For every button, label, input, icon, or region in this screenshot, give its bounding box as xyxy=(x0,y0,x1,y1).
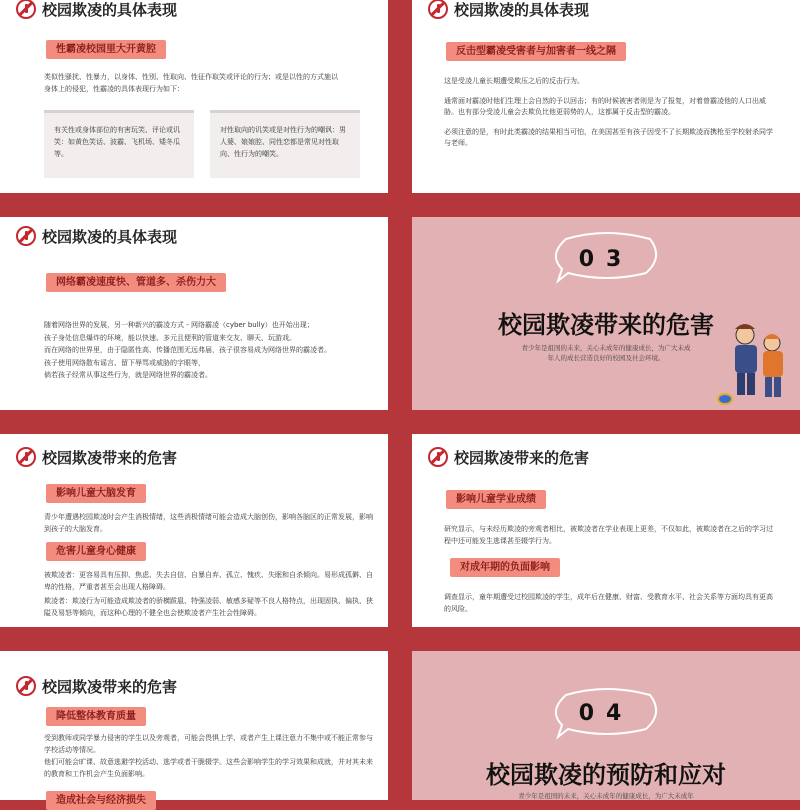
no-bullying-icon xyxy=(16,447,36,467)
example-box-right xyxy=(210,110,360,178)
text-line: 倘若孩子经常从事这些行为，就是网络世界的霸凌者。 xyxy=(44,371,212,379)
slide-header xyxy=(16,225,177,247)
no-bullying-icon xyxy=(428,447,448,467)
section-title: 校园欺凌带来的危害 xyxy=(498,311,714,339)
section-tag: 降低整体教育质量 xyxy=(46,707,146,726)
box-text: 有关性或身体部位的有害玩笑、评论或讥笑：如黄色笑话、波霸、飞机场、矮冬瓜等。 xyxy=(54,126,180,158)
section-title: 校园欺凌的预防和应对 xyxy=(486,761,726,789)
slide-1 xyxy=(0,0,388,193)
text-line: 孩子使用网络散布谣言、留下辱骂或威胁的字眼等， xyxy=(44,358,205,367)
section-tag: 反击型霸凌受害者与加害者一线之隔 xyxy=(446,42,626,61)
slide-header xyxy=(428,0,589,20)
slide-title: 校园欺凌的具体表现 xyxy=(42,227,178,246)
example-box-left xyxy=(44,110,194,178)
paragraph-lines xyxy=(44,319,364,382)
section-tag: 造成社会与经济损失 xyxy=(46,791,156,810)
section-tag: 对成年期的负面影响 xyxy=(450,558,560,577)
paragraph: 欺凌者：欺凌行为可能造成欺凌者的骄横跋扈、特强凌弱、敏感多疑等不良人格特点，出现固执、偏执、狭隘及易怒等倾向，而这种心理的不健全也会使欺凌者产生社会性障碍。 xyxy=(44,597,373,617)
section-tag: 影响儿童大脑发育 xyxy=(46,484,146,503)
slide-7 xyxy=(0,651,388,806)
paragraph: 被欺凌者：更容易具有压抑、焦虑、失去自信、自暴自弃、孤立、愧疚、失眠和自杀倾向。易形成孤僻、自卑的性格，严重者甚至会出现人格障碍。 xyxy=(44,571,373,591)
paragraph: 他们可能会旷课、故意逃避学校活动、逃学或者干脆辍学。这些会影响学生的学习效果和成就，并对其未来的教育和工作机会产生负面影响。 xyxy=(44,758,373,778)
no-bullying-icon xyxy=(16,0,36,19)
slide-title: 校园欺凌带来的危害 xyxy=(42,677,178,696)
paragraph: 受到教师或同学暴力侵害的学生以及旁观者，可能会畏惧上学、或者产生上课注意力不集中或不能正常参与学校活动等情况。 xyxy=(44,734,373,754)
paragraph: 必须注意的是，有时此类霸凌的结果相当可怕，在美国甚至有孩子因受不了长期欺凌而携枪至学校射杀同学与老师。 xyxy=(444,127,773,147)
paragraph: 青少年遭遇校园欺凌时会产生消极情绪，这些消极情绪可能会造成大脑创伤，影响各脑区的正常发展，影响到孩子的大脑发育。 xyxy=(44,513,373,533)
text-line: 随着网络世界的发展，另一种新兴的霸凌方式 - 网络霸凌（cyber bully）也开始出现； xyxy=(44,321,314,329)
section-subtitle: 青少年是祖国的未来，关心未成年的健康成长，为广大未成年 xyxy=(518,792,694,800)
text-line: 而在网络的世界里，由于隐匿性高、传播范围无远弗届，孩子很容易成为网络世界的霸凌者。 xyxy=(44,346,331,354)
slide-3 xyxy=(0,217,388,410)
slide-title: 校园欺凌的具体表现 xyxy=(42,0,178,19)
slide-title: 校园欺凌带来的危害 xyxy=(42,448,178,467)
slide-6 xyxy=(412,434,800,627)
slide-header xyxy=(16,446,177,468)
slide-header xyxy=(428,446,589,468)
slide-title: 校园欺凌带来的危害 xyxy=(454,448,590,467)
slide-2 xyxy=(412,0,800,193)
paragraph: 这是受凌儿童长期遭受欺压之后的反击行为。 xyxy=(444,77,584,85)
slide-header xyxy=(16,0,177,20)
section-tag: 性霸凌校园里大开黄腔 xyxy=(46,40,166,59)
paragraph: 通常面对霸凌时他们生理上会自然的予以回击；有的时候被害者则是为了报复，对着曾霸凌他的人口出威胁。也有部分受凌儿童会去欺负比他更弱势的人，这都属于反击型的霸凌。 xyxy=(444,96,766,116)
slide-4-section xyxy=(412,217,800,410)
slide-8-section xyxy=(412,651,800,800)
section-number: 03 xyxy=(578,247,634,272)
bullying-kids-illustration xyxy=(717,317,797,407)
box-text: 对性取向的讥笑或是对性行为的嘲讽：男人婆、娘娘腔、同性恋都是常见对性取向、性行为的嘲笑。 xyxy=(220,126,346,158)
slide-5 xyxy=(0,434,388,627)
section-subtitle: 青少年是祖国的未来，关心未成年的健康成长，为广大未成年人的成长营造良好的校园及社会环境。 xyxy=(521,344,691,362)
section-tag: 影响儿童学业成绩 xyxy=(446,490,546,509)
section-number: 04 xyxy=(578,701,634,726)
section-tag: 危害儿童身心健康 xyxy=(46,542,146,561)
no-bullying-icon xyxy=(16,676,36,696)
no-bullying-icon xyxy=(16,226,36,246)
no-bullying-icon xyxy=(428,0,448,19)
slide-header xyxy=(16,675,177,697)
section-tag: 网络霸凌速度快、管道多、杀伤力大 xyxy=(46,273,226,292)
text-line: 孩子身处信息爆炸的环境，能以快速、多元且便利的管道来交友、聊天、玩游戏。 xyxy=(44,333,296,342)
paragraphs xyxy=(444,76,774,154)
paragraph: 研究显示，与未经历欺凌的旁观者相比，被欺凌者在学业表现上更差，不仅如此，被欺凌者在之后的学习过程中还可能发生逃课甚至辍学行为。 xyxy=(444,525,773,545)
paragraph: 调查显示，童年期遭受过校园欺凌的学生，成年后在健康、财富、受教育水平、社会关系等方面均具有更高的风险。 xyxy=(444,593,773,613)
slide-title: 校园欺凌的具体表现 xyxy=(454,0,590,19)
paragraph: 类似性骚扰、性暴力，以身体、性别、性取向、性征作取笑或评论的行为；或是以性的方式施以身体上的侵犯，性霸凌的具体表现行为如下： xyxy=(44,73,338,93)
